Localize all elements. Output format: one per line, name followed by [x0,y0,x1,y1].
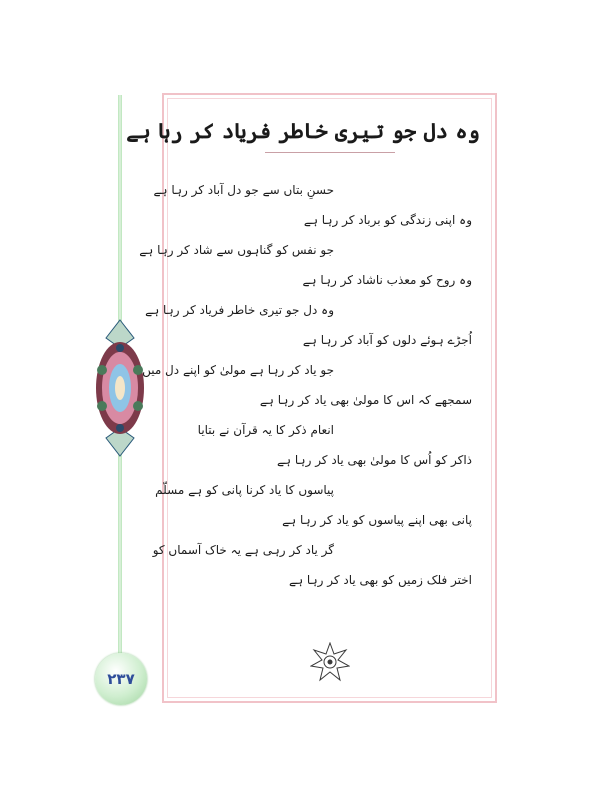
poem-line-11: پیاسوں کا یاد کرنا پانی کو ہے مسلّم [155,483,334,497]
poem-line-6: اُجڑے ہوئے دلوں کو آباد کر رہا ہے [302,333,472,347]
poem-line-2: وہ اپنی زندگی کو برباد کر رہا ہے [303,213,472,227]
poem-line-1: حسنِ بتاں سے جو دل آباد کر رہا ہے [153,183,334,197]
title-underline [265,152,395,153]
page-number-badge [95,653,147,705]
poem-line-14: اختر فلک زمیں کو بھی یاد کر رہا ہے [289,573,472,587]
poem-line-7: جو یاد کر رہا ہے مولیٰ کو اپنے دل میں [142,363,334,377]
poem-title: وہ دل جو تیری خاطر فریاد کر رہا ہے [126,118,480,143]
poem-line-12: پانی بھی اپنے پیاسوں کو یاد کر رہا ہے [282,513,472,527]
poem-line-3: جو نفس کو گناہوں سے شاد کر رہا ہے [139,243,334,257]
poem-line-4: وہ روح کو معذب ناشاد کر رہا ہے [302,273,472,287]
poem-line-9: انعام ذکر کا یہ قرآن نے بتایا [197,423,334,437]
poem-line-13: گر یاد کر رہی ہے یہ خاک آسماں کو [152,543,334,557]
poem-line-5: وہ دل جو تیری خاطر فریاد کر رہا ہے [145,303,334,317]
floral-ornament-icon [94,318,146,458]
star-ornament-icon [310,642,350,682]
poem-line-10: ذاکر کو اُس کا مولیٰ بھی یاد کر رہا ہے [277,453,472,467]
page-number: ۲۳۷ [107,670,135,688]
poem-line-8: سمجھے کہ اس کا مولیٰ بھی یاد کر رہا ہے [259,393,472,407]
